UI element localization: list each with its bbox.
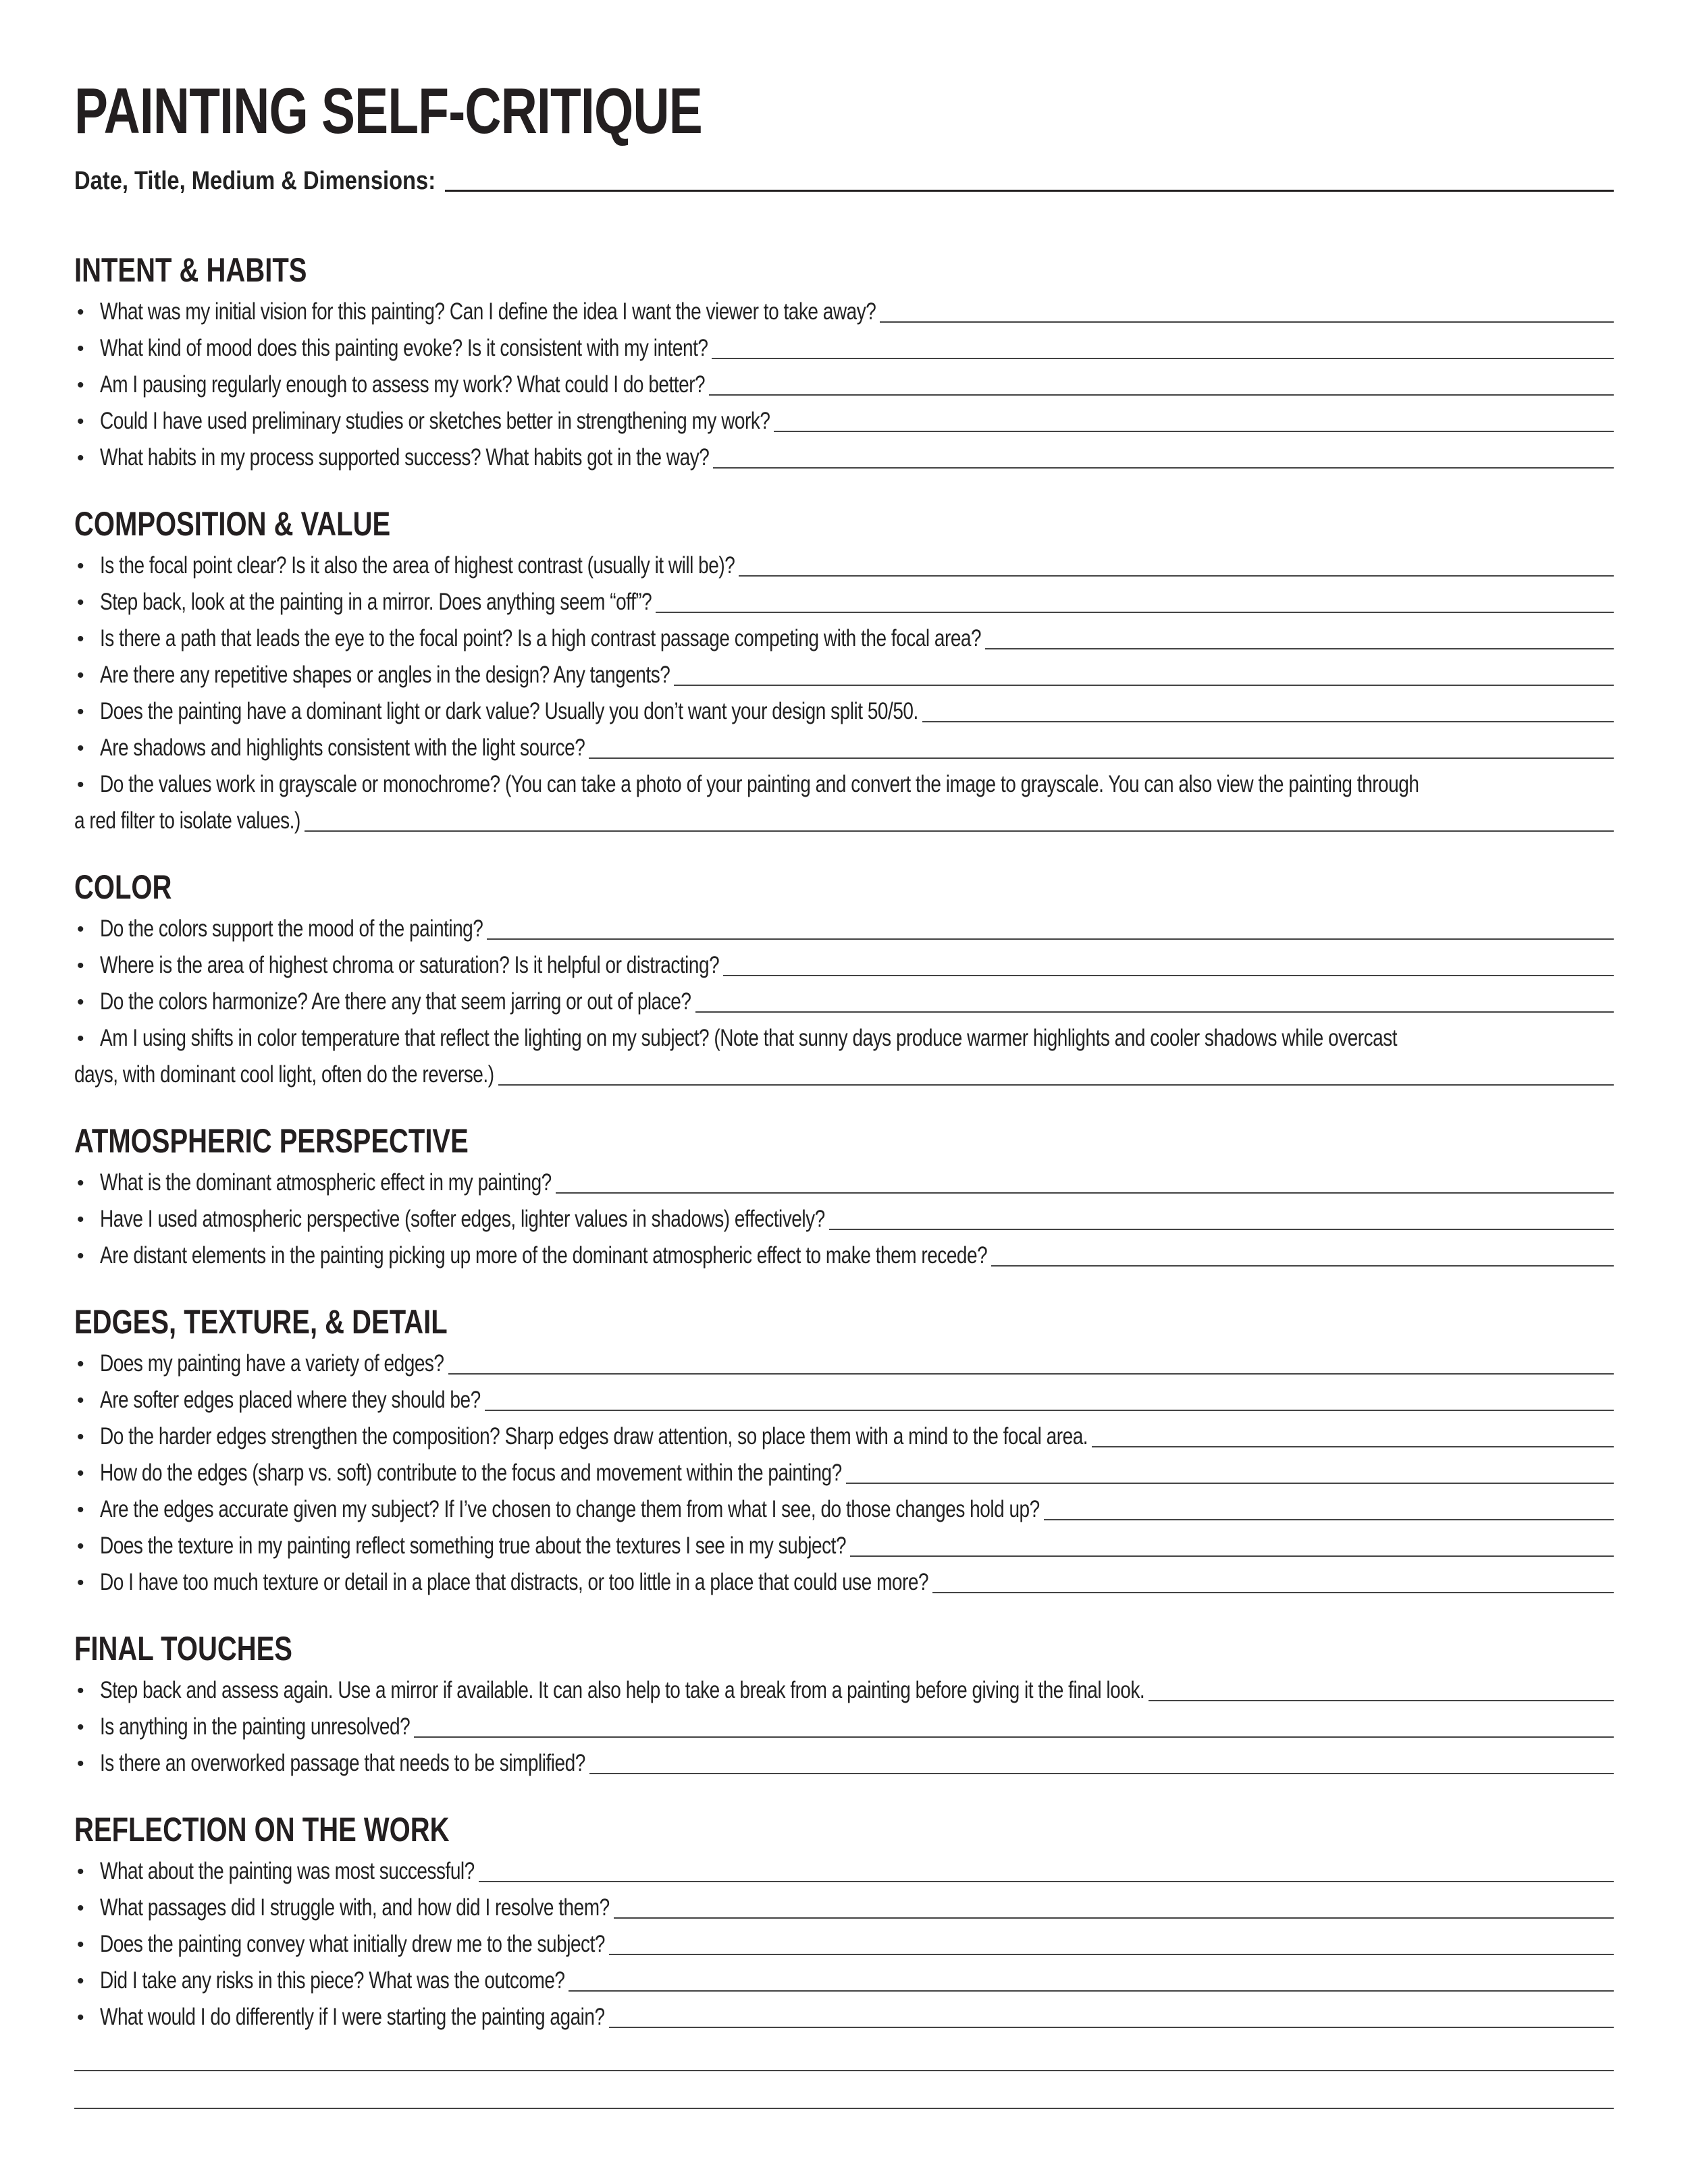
bullet-icon: •: [77, 1934, 84, 1956]
bullet-icon: •: [77, 1680, 84, 1702]
question-text: Did I take any risks in this piece? What was the outcome?: [100, 1967, 565, 1994]
section-heading: REFLECTION ON THE WORK: [74, 1811, 450, 1848]
bullet-icon: •: [77, 374, 84, 396]
question-item: [74, 728, 1614, 764]
bullet-icon: •: [77, 301, 84, 323]
question-text: Am I pausing regularly enough to assess my work? What could I do better?: [100, 371, 706, 398]
page-title: PAINTING SELF-CRITIQUE: [74, 75, 702, 147]
question-item: [74, 292, 1614, 328]
answer-line[interactable]: [569, 1990, 1614, 1992]
answer-line[interactable]: [498, 1084, 1614, 1086]
question-text: Step back and assess again. Use a mirror if available. It can also help to take a break from a painting before giving it the final look.: [100, 1677, 1145, 1703]
bullet-icon: •: [77, 1753, 84, 1775]
answer-line[interactable]: [723, 975, 1614, 976]
answer-line[interactable]: [589, 757, 1614, 759]
answer-line[interactable]: [305, 830, 1614, 832]
answer-line[interactable]: [922, 721, 1614, 722]
section-final-touches: [74, 1627, 1614, 1780]
question-text: Step back, look at the painting in a mirror. Does anything seem “off”?: [100, 589, 652, 615]
question-item: [74, 437, 1614, 474]
extra-answer-line[interactable]: [74, 2033, 1614, 2071]
bullet-icon: •: [77, 1716, 84, 1738]
question-item: [74, 1235, 1614, 1272]
question-item: [74, 582, 1614, 618]
bullet-icon: •: [77, 701, 84, 723]
question-text: What is the dominant atmospheric effect in my painting?: [100, 1169, 552, 1196]
answer-line[interactable]: [709, 394, 1614, 396]
question-text: Is anything in the painting unresolved?: [100, 1713, 411, 1740]
extra-answer-line[interactable]: [74, 2071, 1614, 2109]
bullet-icon: •: [77, 410, 84, 433]
question-text: What about the painting was most successful?: [100, 1858, 475, 1884]
answer-line[interactable]: [414, 1736, 1614, 1738]
question-item: [74, 1961, 1614, 1997]
answer-line[interactable]: [695, 1011, 1614, 1013]
question-text: Am I using shifts in color temperature that reflect the lighting on my subject? (Note that sunny days produce warmer highlights and cooler shadows while overcast: [100, 1025, 1398, 1051]
question-text: Does the painting convey what initially drew me to the subject?: [100, 1931, 605, 1957]
meta-row: [74, 162, 1614, 196]
answer-line[interactable]: [985, 648, 1614, 649]
question-item: [74, 1924, 1614, 1961]
question-text: Where is the area of highest chroma or saturation? Is it helpful or distracting?: [100, 952, 720, 978]
meta-label: Date, Title, Medium & Dimensions:: [74, 167, 436, 195]
bullet-icon: •: [77, 1208, 84, 1231]
bullet-icon: •: [77, 1028, 84, 1050]
section-atmospheric-perspective: [74, 1119, 1614, 1272]
question-text: Does the texture in my painting reflect something true about the textures I see in my subject?: [100, 1533, 847, 1559]
question-item: [74, 982, 1614, 1018]
answer-line[interactable]: [713, 467, 1614, 469]
answer-line[interactable]: [656, 612, 1614, 613]
question-item: [74, 545, 1614, 582]
answer-line[interactable]: [1092, 1446, 1614, 1447]
answer-line[interactable]: [1044, 1519, 1614, 1520]
question-item: [74, 1562, 1614, 1599]
answer-line[interactable]: [609, 2027, 1614, 2028]
section-edges-texture-detail: [74, 1300, 1614, 1599]
bullet-icon: •: [77, 555, 84, 577]
answer-line[interactable]: [485, 1410, 1614, 1411]
answer-line[interactable]: [589, 1773, 1614, 1774]
question-text: Are softer edges placed where they should be?: [100, 1387, 481, 1413]
bullet-icon: •: [77, 2006, 84, 2029]
question-item-wrapped: [74, 764, 1614, 837]
bullet-icon: •: [77, 1172, 84, 1194]
question-text: What habits in my process supported success? What habits got in the way?: [100, 444, 710, 471]
question-item: [74, 1997, 1614, 2033]
answer-line[interactable]: [487, 938, 1614, 940]
question-text: Are distant elements in the painting picking up more of the dominant atmospheric effect to make them recede?: [100, 1242, 988, 1269]
section-color: [74, 865, 1614, 1091]
question-text: Is there a path that leads the eye to the focal point? Is a high contrast passage competing with the focal area?: [100, 625, 982, 651]
question-item: [74, 365, 1614, 401]
question-text: Are there any repetitive shapes or angles in the design? Any tangents?: [100, 662, 670, 688]
question-text: What would I do differently if I were starting the painting again?: [100, 2004, 605, 2030]
bullet-icon: •: [77, 664, 84, 687]
answer-line[interactable]: [829, 1229, 1614, 1230]
question-item: [74, 1888, 1614, 1924]
bullet-icon: •: [77, 338, 84, 360]
bullet-icon: •: [77, 1353, 84, 1375]
question-item: [74, 1163, 1614, 1199]
question-text: Do the colors support the mood of the painting?: [100, 915, 483, 942]
bullet-icon: •: [77, 737, 84, 760]
section-heading: EDGES, TEXTURE, & DETAIL: [74, 1303, 448, 1341]
answer-line[interactable]: [614, 1917, 1614, 1919]
bullet-icon: •: [77, 955, 84, 977]
answer-line[interactable]: [850, 1555, 1614, 1557]
bullet-icon: •: [77, 1245, 84, 1267]
question-item: [74, 618, 1614, 655]
question-text: Could I have used preliminary studies or sketches better in strengthening my work?: [100, 408, 770, 434]
question-text: Are the edges accurate given my subject? If I’ve chosen to change them from what I see, do those changes hold up?: [100, 1496, 1040, 1522]
question-text: Do the colors harmonize? Are there any that seem jarring or out of place?: [100, 988, 691, 1015]
answer-line[interactable]: [1149, 1700, 1614, 1701]
bullet-icon: •: [77, 1535, 84, 1557]
question-item: [74, 328, 1614, 365]
question-item: [74, 1343, 1614, 1380]
question-item: [74, 691, 1614, 728]
question-item: [74, 1707, 1614, 1743]
question-text: Do I have too much texture or detail in a place that distracts, or too little in a place that could use more?: [100, 1569, 929, 1595]
question-text-continued: a red filter to isolate values.): [74, 807, 300, 834]
question-item: [74, 1199, 1614, 1235]
bullet-icon: •: [77, 1861, 84, 1883]
sections-container: [74, 248, 1614, 2109]
question-item: [74, 1380, 1614, 1416]
question-text: What kind of mood does this painting evoke? Is it consistent with my intent?: [100, 335, 708, 361]
answer-line[interactable]: [674, 685, 1614, 686]
question-text: Does the painting have a dominant light or dark value? Usually you don’t want your design split 50/50.: [100, 698, 918, 724]
question-text: How do the edges (sharp vs. soft) contribute to the focus and movement within the painting?: [100, 1460, 842, 1486]
answer-line[interactable]: [991, 1265, 1614, 1267]
question-text: Is there an overworked passage that needs to be simplified?: [100, 1750, 585, 1776]
bullet-icon: •: [77, 1970, 84, 1992]
question-text: Do the harder edges strengthen the composition? Sharp edges draw attention, so place them with a mind to the focal area.: [100, 1423, 1088, 1449]
bullet-icon: •: [77, 1426, 84, 1448]
question-item: [74, 1743, 1614, 1780]
bullet-icon: •: [77, 591, 84, 614]
section-heading: ATMOSPHERIC PERSPECTIVE: [74, 1122, 469, 1160]
question-item: [74, 1416, 1614, 1453]
bullet-icon: •: [77, 1499, 84, 1521]
question-item: [74, 1526, 1614, 1562]
answer-line[interactable]: [712, 358, 1614, 359]
bullet-icon: •: [77, 991, 84, 1013]
question-text: Have I used atmospheric perspective (softer edges, lighter values in shadows) effectively?: [100, 1206, 825, 1232]
section-heading: COMPOSITION & VALUE: [74, 505, 391, 543]
question-text-continued: days, with dominant cool light, often do the reverse.): [74, 1061, 494, 1088]
section-reflection: [74, 1808, 1614, 2109]
bullet-icon: •: [77, 918, 84, 940]
question-item-wrapped: [74, 1018, 1614, 1091]
question-item: [74, 655, 1614, 691]
question-item: [74, 1851, 1614, 1888]
section-intent-habits: [74, 248, 1614, 474]
question-text: Is the focal point clear? Is it also the area of highest contrast (usually it will be)?: [100, 552, 735, 579]
answer-line[interactable]: [774, 431, 1614, 432]
bullet-icon: •: [77, 774, 84, 796]
bullet-icon: •: [77, 1897, 84, 1919]
question-text: Are shadows and highlights consistent with the light source?: [100, 735, 585, 761]
question-text: What passages did I struggle with, and how did I resolve them?: [100, 1894, 610, 1921]
answer-line[interactable]: [739, 575, 1614, 577]
answer-line[interactable]: [880, 321, 1614, 323]
question-item: [74, 401, 1614, 437]
question-text: Does my painting have a variety of edges?: [100, 1350, 444, 1377]
answer-line[interactable]: [479, 1881, 1614, 1882]
section-heading: FINAL TOUCHES: [74, 1630, 292, 1668]
section-heading: INTENT & HABITS: [74, 251, 307, 289]
question-item: [74, 909, 1614, 945]
bullet-icon: •: [77, 628, 84, 650]
answer-line[interactable]: [609, 1954, 1614, 1955]
worksheet: [74, 74, 1614, 2109]
question-item: [74, 1453, 1614, 1489]
bullet-icon: •: [77, 1462, 84, 1485]
answer-line[interactable]: [846, 1483, 1614, 1484]
answer-line[interactable]: [932, 1592, 1614, 1593]
bullet-icon: •: [77, 1572, 84, 1594]
section-composition-value: [74, 502, 1614, 837]
section-heading: COLOR: [74, 868, 172, 906]
bullet-icon: •: [77, 447, 84, 469]
meta-answer-line[interactable]: [445, 189, 1614, 192]
answer-line[interactable]: [556, 1192, 1614, 1194]
question-item: [74, 945, 1614, 982]
question-item: [74, 1670, 1614, 1707]
question-text: Do the values work in grayscale or monochrome? (You can take a photo of your painting and convert the image to grayscale. You can also view the painting through: [100, 771, 1419, 797]
answer-line[interactable]: [448, 1373, 1614, 1375]
question-text: What was my initial vision for this painting? Can I define the idea I want the viewer to take away?: [100, 298, 876, 325]
bullet-icon: •: [77, 1389, 84, 1412]
question-item: [74, 1489, 1614, 1526]
